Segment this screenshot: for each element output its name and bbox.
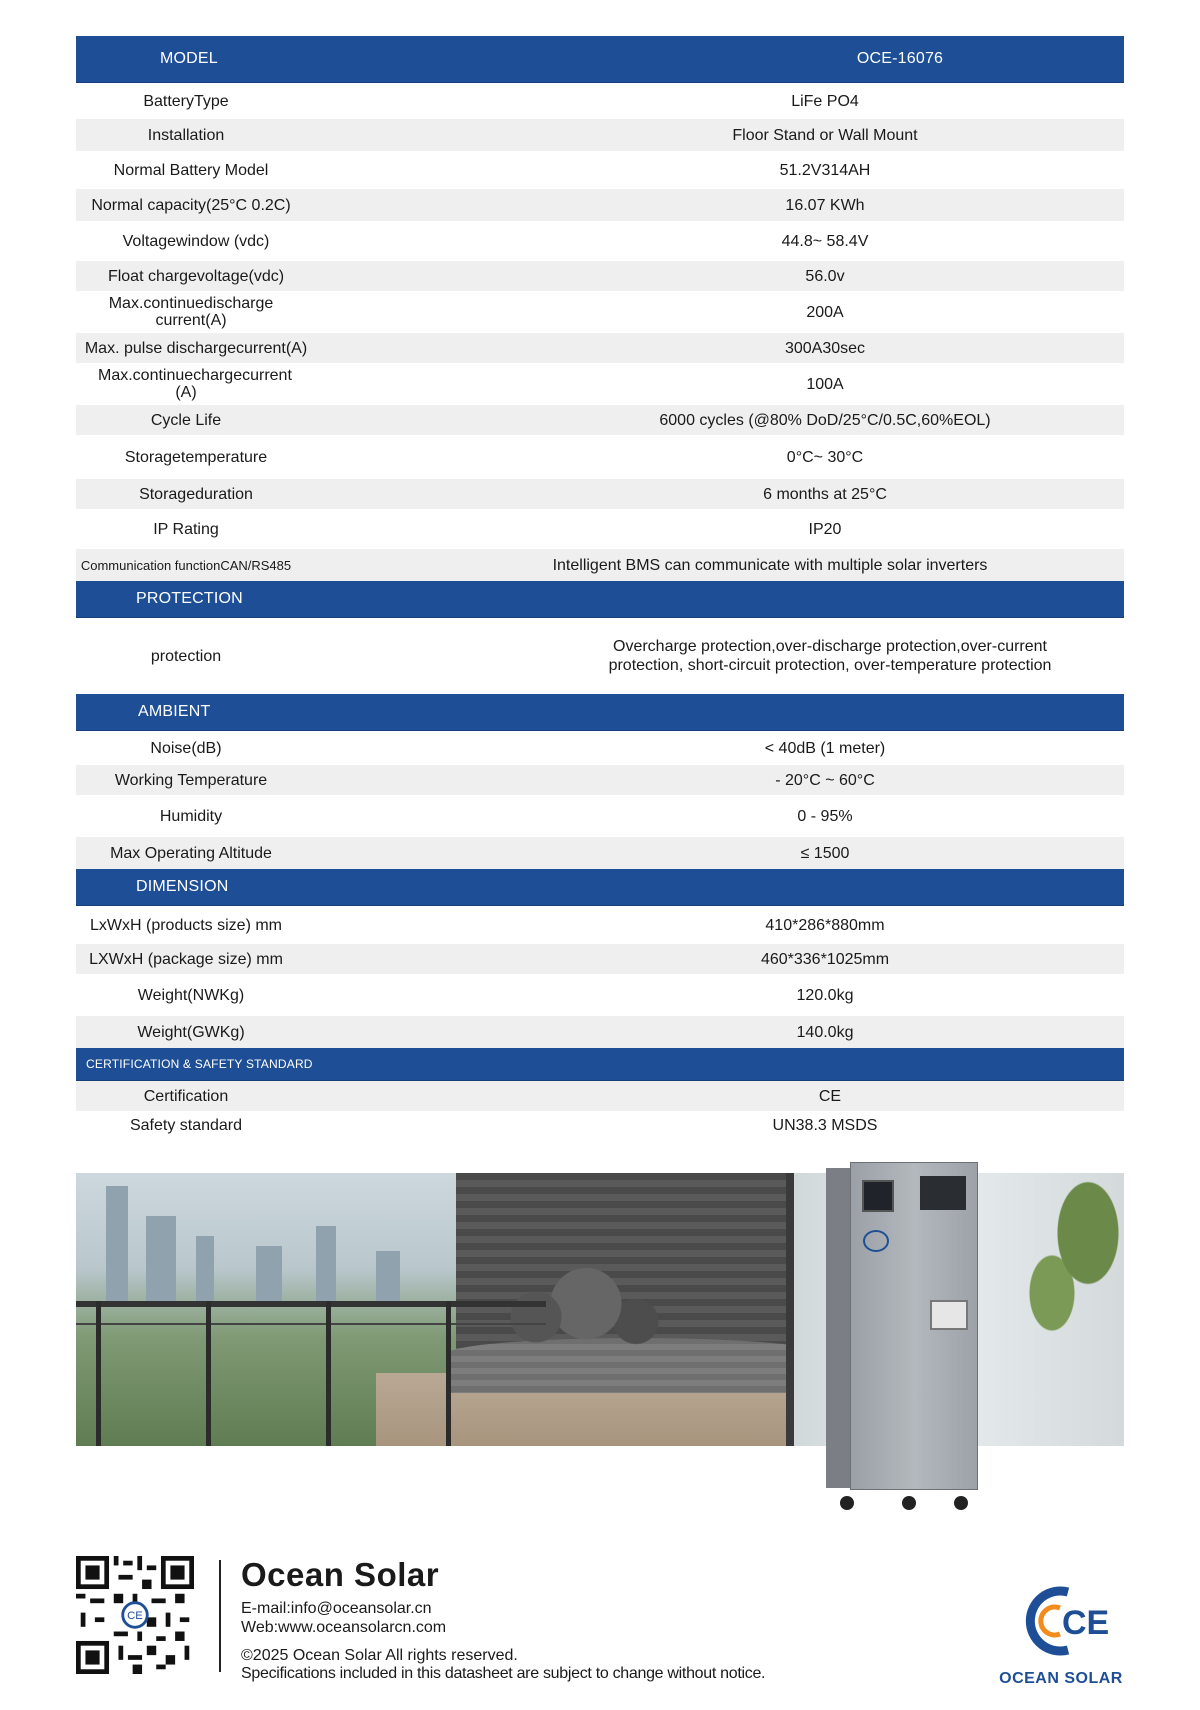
spec-value: 6 months at 25°C	[763, 485, 887, 503]
contact-website[interactable]: Web:www.oceansolarcn.com	[241, 1619, 447, 1636]
section-title: AMBIENT	[138, 703, 211, 720]
spec-value: IP20	[808, 520, 842, 538]
spec-value: 140.0kg	[796, 1023, 854, 1041]
copyright-text: ©2025 Ocean Solar All rights reserved.	[241, 1647, 518, 1664]
spec-label: LXWxH (package size) mm	[89, 950, 283, 968]
spec-row	[76, 83, 1124, 119]
dimension-row	[76, 906, 1124, 944]
model-value: OCE-16076	[856, 50, 944, 67]
protection-row	[76, 618, 1124, 694]
spec-row	[76, 479, 1124, 509]
spec-value: - 20°C ~ 60°C	[775, 771, 875, 789]
spec-row	[76, 509, 1124, 549]
ambient-row	[76, 765, 1124, 795]
certification-row	[76, 1081, 1124, 1111]
spec-label: Storagetemperature	[124, 448, 268, 466]
rock-garden	[476, 1263, 676, 1353]
spec-value: 460*336*1025mm	[760, 950, 890, 968]
certification-row	[76, 1111, 1124, 1139]
ambient-row	[76, 837, 1124, 869]
spec-value: 410*286*880mm	[765, 916, 885, 934]
spec-label: Weight(NWKg)	[137, 986, 245, 1004]
protection-header	[76, 581, 1124, 618]
spec-label: Working Temperature	[114, 771, 268, 789]
spec-label: Weight(GWKg)	[137, 1023, 245, 1041]
spec-label: LxWxH (products size) mm	[89, 916, 283, 934]
spec-label: Max Operating Altitude	[110, 844, 272, 862]
spec-label: Normal capacity(25°C 0.2C)	[91, 196, 291, 214]
spec-value: UN38.3 MSDS	[772, 1116, 878, 1134]
dimension-header	[76, 869, 1124, 906]
spec-value: 300A30sec	[784, 339, 866, 357]
spec-value: 100A	[806, 375, 844, 393]
spec-label: Storageduration	[139, 485, 253, 503]
ambient-row	[76, 731, 1124, 765]
spec-value: 200A	[806, 303, 844, 321]
ocean-solar-logo	[998, 1578, 1124, 1688]
spec-value: 0°C~ 30°C	[786, 448, 864, 466]
dimension-row	[76, 974, 1124, 1016]
spec-value: 6000 cycles (@80% DoD/25°C/0.5C,60%EOL)	[659, 411, 991, 429]
ambient-header	[76, 694, 1124, 731]
dimension-row	[76, 944, 1124, 974]
spec-value: CE	[818, 1087, 842, 1105]
ambient-row	[76, 795, 1124, 837]
spec-value: 51.2V314AH	[779, 161, 871, 179]
spec-value: Floor Stand or Wall Mount	[732, 126, 918, 144]
spec-label: BatteryType	[143, 92, 229, 110]
section-title: PROTECTION	[136, 590, 243, 607]
spec-value: Intelligent BMS can communicate with multiple solar inverters	[552, 556, 988, 574]
certification-header	[76, 1048, 1124, 1081]
spec-label: Normal Battery Model	[113, 161, 269, 179]
spec-label: Max.continuedischarge current(A)	[108, 295, 274, 329]
balcony-railing	[76, 1301, 546, 1307]
spec-row	[76, 151, 1124, 189]
spec-label: Safety standard	[129, 1116, 243, 1134]
spec-row	[76, 549, 1124, 581]
section-title: DIMENSION	[136, 878, 229, 895]
spec-label: Voltagewindow (vdc)	[122, 232, 270, 250]
spec-row	[76, 333, 1124, 363]
ce-logo-icon	[998, 1578, 1124, 1664]
spec-label: Noise(dB)	[150, 739, 222, 757]
footer	[76, 1556, 1124, 1686]
protection-line-1: Overcharge protection,over-discharge protection,over-current	[613, 638, 1047, 655]
svg-text:CE: CE	[127, 1610, 143, 1623]
spec-label: Float chargevoltage(vdc)	[107, 267, 285, 285]
spec-value	[296, 637, 1124, 675]
spec-row	[76, 435, 1124, 479]
section-title: CERTIFICATION & SAFETY STANDARD	[86, 1057, 313, 1071]
spec-label: Max. pulse dischargecurrent(A)	[84, 339, 308, 357]
battery-cabinet-image	[826, 1150, 976, 1510]
spec-label: IP Rating	[153, 520, 219, 538]
spec-label: Cycle Life	[150, 411, 222, 429]
spec-row	[76, 291, 1124, 333]
spec-row	[76, 221, 1124, 261]
brand-name: Ocean Solar	[241, 1556, 440, 1593]
model-label: MODEL	[160, 50, 218, 67]
spec-value: LiFe PO4	[791, 92, 859, 110]
spec-value: < 40dB (1 meter)	[764, 739, 886, 757]
spec-value: 0 - 95%	[797, 807, 853, 825]
spec-sheet	[76, 36, 1124, 1139]
spec-row	[76, 119, 1124, 151]
spec-label: Communication functionCAN/RS485	[80, 557, 292, 573]
spec-row	[76, 405, 1124, 435]
cabinet-logo-icon	[863, 1230, 889, 1252]
contact-email[interactable]: E-mail:info@oceansolar.cn	[241, 1600, 432, 1617]
spec-value: 56.0v	[805, 267, 845, 285]
plant-leaves	[1004, 1173, 1124, 1373]
protection-line-2: protection, short-circuit protection, over-temperature protection	[608, 657, 1052, 674]
footer-divider	[219, 1560, 221, 1672]
spec-label: Installation	[147, 126, 225, 144]
spec-value: 120.0kg	[796, 986, 854, 1004]
spec-label: protection	[150, 647, 222, 665]
logo-mark-text: CE	[1062, 1604, 1110, 1642]
display-screen	[862, 1180, 894, 1212]
dimension-row	[76, 1016, 1124, 1048]
spec-label: Certification	[143, 1087, 229, 1105]
logo-text: OCEAN SOLAR	[999, 1670, 1123, 1687]
notice-text: Specifications included in this datasheet are subject to change without notice.	[241, 1665, 766, 1682]
spec-row	[76, 363, 1124, 405]
model-header	[76, 36, 1124, 83]
spec-row	[76, 189, 1124, 221]
spec-row	[76, 261, 1124, 291]
cabinet-handle	[930, 1300, 968, 1330]
spec-value: 16.07 KWh	[785, 196, 865, 214]
spec-value: ≤ 1500	[800, 844, 850, 862]
spec-value: 44.8~ 58.4V	[781, 232, 869, 250]
spec-label: Humidity	[159, 807, 223, 825]
breaker-panel	[920, 1176, 966, 1210]
spec-label: Max.continuechargecurrent (A)	[98, 367, 292, 401]
qr-code-icon	[76, 1556, 194, 1674]
